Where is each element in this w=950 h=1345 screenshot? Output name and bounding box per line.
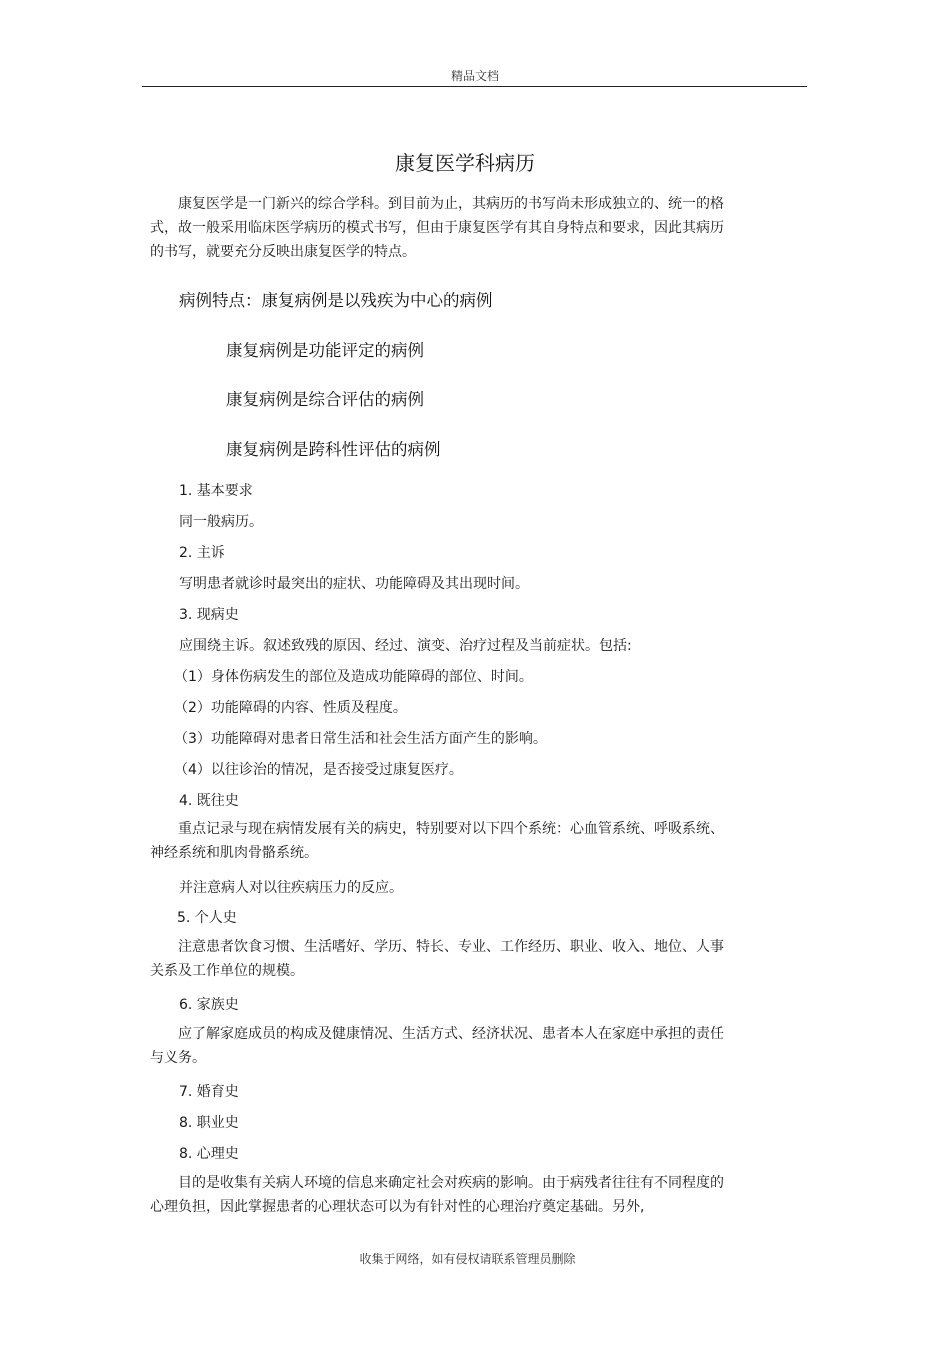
section-body-complaint: 写明患者就诊时最突出的症状、功能障碍及其出现时间。 (179, 576, 529, 592)
page-header: 精品文档 (450, 69, 499, 83)
section-heading-past-history: 4. 既往史 (179, 793, 239, 809)
section-heading-present-illness: 3. 现病史 (179, 607, 239, 623)
feature-item: 康复病例是跨科性评估的病例 (226, 440, 441, 459)
list-item: （3）功能障碍对患者日常生活和社会生活方面产生的影响。 (174, 731, 547, 747)
list-item: （4）以往诊治的情况，是否接受过康复医疗。 (174, 762, 463, 778)
section-heading-psychological-history: 8. 心理史 (179, 1146, 239, 1162)
section-heading-personal-history: 5. 个人史 (177, 910, 237, 926)
section-heading-occupational-history: 8. 职业史 (179, 1115, 239, 1131)
section-body-basic: 同一般病历。 (179, 514, 263, 530)
page-footer: 收集于网络，如有侵权请联系管理员删除 (359, 1252, 576, 1266)
section-heading-complaint: 2. 主诉 (179, 545, 225, 561)
intro-paragraph: 康复医学是一门新兴的综合学科。到目前为止，其病历的书写尚未形成独立的、统一的格式，故一般采用临床医学病历的模式书写，但由于康复医学有其自身特点和要求，因此其病历的书写，就要充分反映出康复医学的特点。 (150, 196, 724, 260)
list-item: （2）功能障碍的内容、性质及程度。 (174, 700, 407, 716)
features-main: 病例特点：康复病例是以残疾为中心的病例 (179, 291, 493, 310)
section-note-past-history: 并注意病人对以往疾病压力的反应。 (179, 880, 403, 896)
feature-item: 康复病例是功能评定的病例 (226, 341, 424, 360)
feature-item: 康复病例是综合评估的病例 (226, 390, 424, 409)
list-item: （1）身体伤病发生的部位及造成功能障碍的部位、时间。 (174, 669, 533, 685)
section-body-personal-history: 注意患者饮食习惯、生活嗜好、学历、特长、专业、工作经历、职业、收入、地位、人事关系及工作单位的规模。 (150, 939, 724, 979)
section-heading-marital-history: 7. 婚育史 (179, 1084, 239, 1100)
section-heading-basic: 1. 基本要求 (179, 483, 253, 499)
section-body-past-history: 重点记录与现在病情发展有关的病史，特别要对以下四个系统：心血管系统、呼吸系统、神经系统和肌肉骨骼系统。 (150, 821, 724, 861)
header-divider (142, 86, 807, 87)
section-body-present-illness: 应围绕主诉。叙述致残的原因、经过、演变、治疗过程及当前症状。包括: (179, 638, 632, 654)
document-title: 康复医学科病历 (395, 151, 535, 175)
section-body-family-history: 应了解家庭成员的构成及健康情况、生活方式、经济状况、患者本人在家庭中承担的责任与义务。 (150, 1026, 724, 1066)
section-body-psychological-history: 目的是收集有关病人环境的信息来确定社会对疾病的影响。由于病残者往往有不同程度的心理负担，因此掌握患者的心理状态可以为有针对性的心理治疗奠定基础。另外, (150, 1175, 724, 1215)
section-heading-family-history: 6. 家族史 (179, 997, 239, 1013)
